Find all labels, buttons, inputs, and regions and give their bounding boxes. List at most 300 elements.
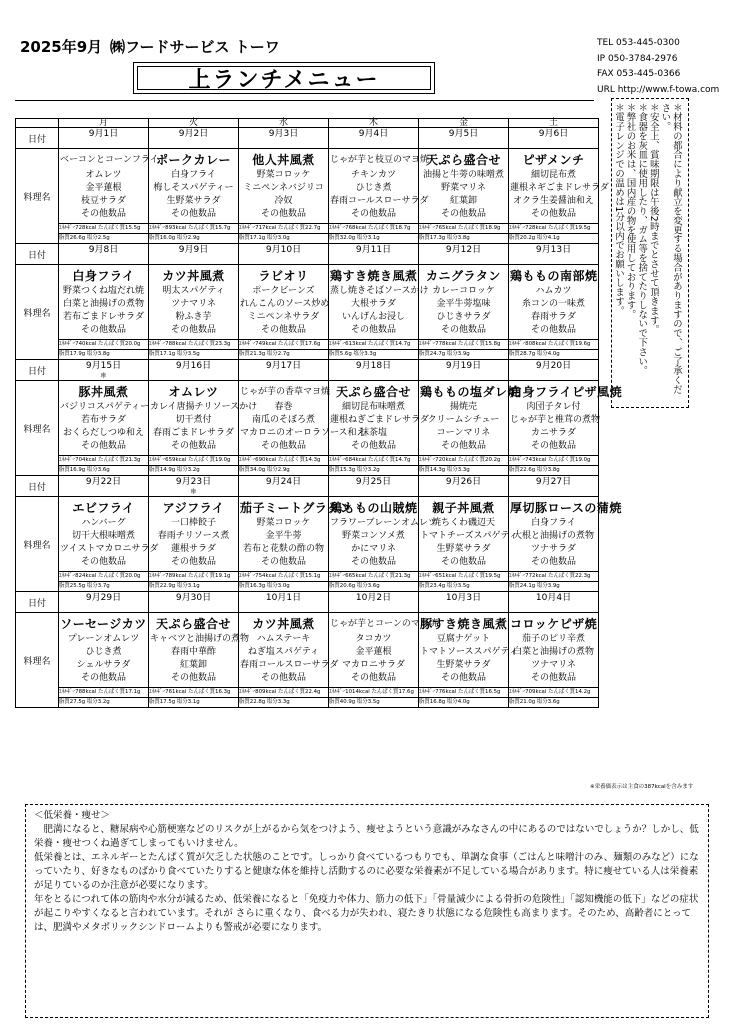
date-label: 日付 [16, 360, 59, 381]
side-dish: 春雨コールスローサラダ [330, 196, 429, 206]
side-dish: ひじき煮 [355, 183, 392, 193]
date-text: 9月3日 [268, 129, 299, 139]
date-cell [59, 244, 149, 265]
side-dish: 生野菜サラダ [436, 660, 491, 670]
date-text: 9月18日 [355, 361, 392, 371]
main-dish: カツ丼風煮 [252, 617, 315, 631]
date-text: 9月27日 [535, 477, 572, 487]
date-text: 9月30日 [175, 593, 212, 603]
main-dish: ソーセージカツ [60, 617, 147, 631]
menu-cell [239, 381, 366, 456]
nutrition-row [16, 224, 599, 234]
date-text: 10月1日 [265, 593, 302, 603]
fat-salt-cell: 脂質24.7g 塩分3.9g [419, 350, 509, 360]
side-dish: その他数品 [80, 441, 126, 451]
weekday-cell: 土 [509, 119, 599, 128]
side-dish: 春雨ごまドレサラダ [153, 428, 234, 438]
date-cell [149, 476, 239, 497]
nutrition-info-box [25, 804, 709, 1018]
fat-salt-cell: 脂質21.3g 塩分2.7g [239, 350, 329, 360]
side-dish: ツイストマカロニサラダ [60, 544, 159, 554]
side-dish: その他数品 [80, 673, 126, 683]
date-cell [419, 244, 509, 265]
side-dish: その他数品 [350, 673, 396, 683]
nutrition-cell: ｴﾈﾙｷﾞｰ754kcal たんぱく質15.1g [239, 572, 329, 582]
fat-salt-cell: 脂質40.9g 塩分3.5g [329, 698, 419, 708]
side-dish: その他数品 [440, 673, 486, 683]
note-item: ＊食器を灰皿に使用したり、ガム等を捨てたりしないで下さい。 [636, 103, 648, 376]
fat-salt-cell: 脂質14.3g 塩分3.3g [419, 466, 509, 476]
nutrition-footnote: ※栄養価表示は主食の387kcalを含みます [590, 784, 694, 790]
menu-cell [149, 613, 250, 688]
side-dish: 蓮根ネギごまドレサラダ [510, 183, 609, 193]
fat-salt-cell: 脂質16.3g 塩分3.0g [239, 582, 329, 592]
side-dish: 一口棒餃子 [170, 518, 216, 528]
info-heading: ＜低栄養・痩せ＞ [34, 810, 111, 821]
menu-cell [149, 265, 239, 340]
date-cell [509, 360, 599, 381]
date-text: 9月20日 [535, 361, 572, 371]
main-dish: 他人丼風煮 [252, 153, 315, 167]
side-dish: ひじき煮 [85, 647, 122, 657]
side-dish: ミニペンネサラダ [247, 312, 320, 322]
side-dish: 豆腐ナゲット [436, 634, 491, 644]
date-cell [59, 360, 149, 381]
main-dish: 鶏ももの南部焼 [510, 269, 598, 283]
nutrition-cell: ｴﾈﾙｷﾞｰ613kcal たんぱく質14.7g [329, 340, 419, 350]
date-label: 日付 [16, 128, 59, 149]
date-text: 9月25日 [355, 477, 392, 487]
side-dish: シェルサラダ [76, 660, 131, 670]
fat-salt-cell: 脂質17.1g 塩分3.5g [149, 350, 239, 360]
main-dish: 鶏ももの山賊焼 [330, 501, 418, 515]
fat-salt-cell: 脂質5.6g 塩分3.3g [329, 350, 419, 360]
main-dish: オムレツ [168, 385, 219, 399]
side-dish: 蓮根ねぎごまドレサラダ [330, 415, 429, 425]
date-text: 9月11日 [355, 245, 392, 255]
menu-cell [509, 265, 599, 340]
fat-salt-cell: 脂質20.6g 塩分3.6g [329, 582, 419, 592]
side-dish: その他数品 [80, 325, 126, 335]
side-dish: その他数品 [350, 441, 396, 451]
side-dish: ハムカツ [535, 286, 572, 296]
side-dish: その他数品 [80, 557, 126, 567]
date-text: 9月29日 [85, 593, 122, 603]
menu-row [16, 149, 599, 224]
side-dish: ツナマリネ [171, 299, 216, 309]
fat-salt-cell: 脂質20.2g 塩分4.1g [509, 234, 599, 244]
main-dish: カツ丼風煮 [162, 269, 225, 283]
side-dish: チキンカツ [351, 170, 396, 180]
menu-cell [329, 497, 438, 572]
date-cell [239, 476, 329, 497]
side-dish: 枝豆サラダ [81, 196, 126, 206]
nutrition-cell: ｴﾈﾙｷﾞｰ717kcal たんぱく質22.7g [239, 224, 329, 234]
main-dish: 厚切豚ロースの蒲焼 [510, 501, 622, 515]
side-dish: ミニペンネバジリコ [243, 183, 324, 193]
nutrition-cell: ｴﾈﾙｷﾞｰ709kcal たんぱく質14.2g [509, 688, 599, 698]
date-text: 10月4日 [535, 593, 572, 603]
fat-salt-row [16, 582, 599, 592]
side-dish: ポークビーンズ [252, 286, 315, 296]
side-dish: その他数品 [440, 209, 486, 219]
main-dish: 鶏ももの塩ダレ焼 [420, 385, 521, 399]
side-dish: 大根と油揚げの煮物 [512, 531, 594, 541]
fat-salt-cell: 脂質22.8g 塩分3.3g [239, 698, 329, 708]
note-item: ＊安全上、賞味期限は午後2時までとさせて頂きます。 [647, 103, 659, 335]
side-dish: 野菜コロッケ [256, 170, 311, 180]
side-dish: 揚焼売 [449, 402, 477, 412]
menu-cell [329, 265, 429, 340]
side-dish: その他数品 [350, 557, 396, 567]
main-dish: ベーコンとコーンフライ [60, 155, 159, 165]
menu-cell [419, 381, 521, 456]
menu-month: 2025年9月 [20, 38, 103, 56]
nutrition-cell: ｴﾈﾙｷﾞｰ690kcal たんぱく質14.3g [239, 456, 329, 466]
date-text: 9月19日 [445, 361, 482, 371]
main-dish: エビフライ [72, 501, 135, 515]
date-cell [239, 360, 329, 381]
side-dish: 明太スパゲティ [162, 286, 225, 296]
nutrition-cell: ｴﾈﾙｷﾞｰ743kcal たんぱく質19.0g [509, 456, 599, 466]
menu-cell [59, 381, 149, 456]
fat-salt-cell: 脂質17.3g 塩分3.8g [419, 234, 509, 244]
date-text: 9月12日 [445, 245, 482, 255]
nutrition-cell: ｴﾈﾙｷﾞｰ651kcal たんぱく質19.5g [419, 572, 509, 582]
nutrition-cell: ｴﾈﾙｷﾞｰ776kcal たんぱく質16.5g [419, 688, 509, 698]
main-dish: ピザメンチ [522, 153, 585, 167]
side-dish: 白菜と油揚げの煮物 [512, 647, 594, 657]
date-cell [149, 128, 239, 149]
fat-salt-cell: 脂質22.9g 塩分3.1g [149, 582, 239, 592]
note-item: ＊電子レンジでの温めは1分以内でお願いします。 [613, 103, 625, 316]
nutrition-cell: ｴﾈﾙｷﾞｰ740kcal たんぱく質20.0g [59, 340, 149, 350]
side-dish: その他数品 [170, 441, 216, 451]
side-dish: 抹茶塩 [359, 428, 387, 438]
fat-salt-cell: 脂質28.7g 塩分4.0g [509, 350, 599, 360]
side-dish: 金平蓮根 [85, 183, 122, 193]
menu-label: 料理名 [16, 149, 59, 244]
fat-salt-cell: 脂質32.0g 塩分3.1g [329, 234, 419, 244]
main-dish: 白身フライピザ風焼 [510, 385, 623, 399]
date-cell [509, 128, 599, 149]
menu-row [16, 265, 599, 340]
date-text: 9月8日 [88, 245, 119, 255]
date-text: 9月4日 [358, 129, 389, 139]
side-dish: その他数品 [530, 673, 576, 683]
side-dish: 糸コンの一味煮 [521, 299, 585, 309]
page-title-box [133, 62, 435, 94]
date-text: 9月17日 [265, 361, 302, 371]
nutrition-cell: ｴﾈﾙｷﾞｰ809kcal たんぱく質22.4g [239, 688, 329, 698]
side-dish: 生野菜サラダ [436, 544, 491, 554]
date-text: 9月26日 [445, 477, 482, 487]
nutrition-cell: ｴﾈﾙｷﾞｰ788kcal たんぱく質17.1g [59, 688, 149, 698]
menu-cell [329, 381, 429, 456]
date-text: 9月10日 [265, 245, 302, 255]
menu-cell [59, 613, 149, 688]
date-cell [329, 360, 419, 381]
fat-salt-cell: 脂質14.9g 塩分3.2g [149, 466, 239, 476]
side-dish: 大根サラダ [351, 299, 396, 309]
date-row [16, 244, 599, 265]
side-dish: ツナマリネ [531, 660, 576, 670]
side-dish: 梅しそスパゲティー [153, 183, 234, 193]
side-dish: じゃが芋と椎茸の煮物 [510, 415, 601, 425]
date-text: 9月9日 [178, 245, 209, 255]
date-cell [329, 244, 419, 265]
date-cell [59, 128, 149, 149]
fat-salt-cell: 脂質17.9g 塩分3.8g [59, 350, 149, 360]
fat-salt-cell: 脂質16.0g 塩分2.9g [149, 234, 239, 244]
fat-salt-cell: 脂質26.6g 塩分2.5g [59, 234, 149, 244]
side-dish: 若布サラダ [81, 415, 126, 425]
side-dish: キャベツと油揚げの煮物 [150, 634, 250, 644]
fat-salt-cell: 脂質17.5g 塩分3.1g [149, 698, 239, 708]
menu-cell [329, 149, 430, 224]
nutrition-cell: ｴﾈﾙｷﾞｰ665kcal たんぱく質21.3g [329, 572, 419, 582]
notes-box [611, 98, 689, 408]
menu-row [16, 381, 599, 456]
nutrition-row [16, 688, 599, 698]
side-dish: クリームシチュー [427, 415, 500, 425]
menu-cell [149, 381, 258, 456]
date-cell [59, 592, 149, 613]
side-dish: その他数品 [260, 325, 306, 335]
date-text: 9月13日 [535, 245, 572, 255]
fat-salt-cell: 脂質34.0g 塩分2.9g [239, 466, 329, 476]
date-cell [419, 128, 509, 149]
side-dish: その他数品 [260, 673, 306, 683]
date-text: 9月1日 [88, 129, 119, 139]
menu-cell [509, 497, 622, 572]
date-cell [149, 592, 239, 613]
weekday-cell: 月 [59, 119, 149, 128]
side-dish: コーンマリネ [436, 428, 491, 438]
main-dish: 天ぷら盛合せ [425, 153, 501, 167]
nutrition-cell: ｴﾈﾙｷﾞｰ659kcal たんぱく質19.0g [149, 456, 239, 466]
menu-cell [419, 497, 518, 572]
main-dish: じゃが芋の香草マヨ焼 [240, 387, 331, 397]
fat-salt-row [16, 698, 599, 708]
side-dish: タコカツ [355, 634, 392, 644]
fat-salt-row [16, 350, 599, 360]
date-cell [149, 244, 239, 265]
date-text: 9月16日 [175, 361, 212, 371]
fat-salt-cell: 脂質15.3g 塩分3.2g [329, 466, 419, 476]
side-dish: その他数品 [530, 557, 576, 567]
side-dish: 若布と花麩の酢の物 [242, 544, 324, 554]
date-cell [329, 592, 419, 613]
menu-label: 料理名 [16, 613, 59, 708]
main-dish: 茄子ミートグラタン [240, 501, 353, 515]
side-dish: ハムステーキ [256, 634, 311, 644]
side-dish: プレーンオムレツ [67, 634, 140, 644]
menu-cell [149, 497, 239, 572]
nutrition-cell: ｴﾈﾙｷﾞｰ765kcal たんぱく質18.9g [419, 224, 509, 234]
weekday-cell: 木 [329, 119, 419, 128]
menu-row [16, 613, 599, 688]
side-dish: マカロニのオーロラソース和え [240, 428, 366, 438]
side-dish: その他数品 [260, 209, 306, 219]
side-dish: 野菜コロッケ [256, 518, 311, 528]
main-dish: ラビオリ [258, 269, 309, 283]
menu-row [16, 497, 599, 572]
side-dish: オムレツ [85, 170, 122, 180]
side-dish: 南瓜のそぼろ煮 [251, 415, 315, 425]
side-dish: フラワーブレーンオムレツ [330, 518, 438, 528]
menu-label: 料理名 [16, 497, 59, 592]
side-dish: 白菜と油揚げの煮物 [62, 299, 144, 309]
nutrition-cell: ｴﾈﾙｷﾞｰ772kcal たんぱく質22.3g [509, 572, 599, 582]
side-dish: カレイ唐揚チリソースかけ [150, 402, 258, 412]
side-dish: 金平牛蒡塩味 [436, 299, 491, 309]
date-label: 日付 [16, 244, 59, 265]
date-text: 9月22日 [85, 477, 122, 487]
nutrition-row [16, 456, 599, 466]
side-dish: おくらだしつゆ和え [62, 428, 144, 438]
menu-cell [239, 497, 353, 572]
side-dish: 肉団子タレ付 [526, 402, 581, 412]
nutrition-cell: ｴﾈﾙｷﾞｰ778kcal たんぱく質15.8g [419, 340, 509, 350]
side-dish: 春雨コールスローサラダ [240, 660, 339, 670]
side-dish: その他数品 [170, 325, 216, 335]
nutrition-cell: ｴﾈﾙｷﾞｰ728kcal たんぱく質19.5g [509, 224, 599, 234]
side-dish: 白身フライ [531, 518, 576, 528]
side-dish: その他数品 [260, 441, 306, 451]
fat-salt-cell: 脂質25.5g 塩分3.7g [59, 582, 149, 592]
nutrition-cell: ｴﾈﾙｷﾞｰ768kcal たんぱく質18.7g [329, 224, 419, 234]
date-cell [509, 592, 599, 613]
side-dish: その他数品 [440, 325, 486, 335]
main-dish: 天ぷら盛合せ [335, 385, 411, 399]
menu-cell [419, 149, 509, 224]
date-text: 10月2日 [355, 593, 392, 603]
nutrition-cell: ｴﾈﾙｷﾞｰ808kcal たんぱく質19.6g [509, 340, 599, 350]
side-dish: その他数品 [350, 209, 396, 219]
main-dish: 豚すき焼き風煮 [420, 617, 508, 631]
menu-cell [509, 613, 599, 688]
contact-tel: TEL 053-445-0300 [597, 38, 680, 48]
main-dish: 豚丼風煮 [78, 385, 129, 399]
side-dish: 生野菜サラダ [166, 196, 221, 206]
nutrition-cell: ｴﾈﾙｷﾞｰ749kcal たんぱく質17.6g [239, 340, 329, 350]
date-cell [509, 476, 599, 497]
holiday-mark-icon: ❄ [100, 371, 107, 380]
note-item: ＊材料の都合により献立を変更する場合がありますので、ご了承ください。 [659, 103, 682, 395]
date-text: 9月15日 [85, 361, 122, 371]
notes-text [612, 103, 682, 403]
date-cell [329, 476, 419, 497]
side-dish: 切干大根味噌煮 [71, 531, 135, 541]
side-dish: 若布ごまドレサラダ [63, 312, 144, 322]
date-row [16, 360, 599, 381]
side-dish: ひじきサラダ [436, 312, 491, 322]
contact-ip: IP 050-3784-2976 [597, 53, 678, 64]
info-paragraph: 低栄養とは、エネルギーとたんぱく質が欠乏した状態のことです。しっかり食べているつもりでも、単調な食事（ごはんと味噌汁のみ、麺類のみなど）になっていたり、好きなものばかり食べていたりすると健康な体を維持し活動するのに必要な栄養素が不足している場合があります。特に痩せている人は栄養素が足りているのか注意が必要になります。 [34, 852, 699, 891]
weekday-cell: 火 [149, 119, 239, 128]
side-dish: 野菜コンソメ煮 [342, 531, 405, 541]
main-dish: アジフライ [162, 501, 225, 515]
date-cell [419, 476, 509, 497]
nutrition-cell: ｴﾈﾙｷﾞｰ761kcal たんぱく質16.3g [149, 688, 239, 698]
side-dish: 油揚と牛蒡の味噌煮 [422, 170, 504, 180]
main-dish: じゃが芋とコーンのマヨ焼 [330, 619, 438, 629]
side-dish: 細切昆布煮 [530, 170, 576, 180]
side-dish: トマトチーズスパゲティ [420, 531, 518, 541]
fat-salt-cell: 脂質24.1g 塩分3.9g [509, 582, 599, 592]
date-cell [239, 244, 329, 265]
menu-cell [239, 149, 329, 224]
contact-url[interactable]: URL http://www.f-towa.com [597, 84, 720, 95]
side-dish: 切干煮付 [175, 415, 212, 425]
side-dish: 蒸し焼きそばソースかけ [330, 286, 429, 296]
date-text: 9月23日 [175, 477, 212, 487]
date-cell [239, 592, 329, 613]
date-label: 日付 [16, 592, 59, 613]
fat-salt-cell: 脂質16.8g 塩分4.0g [419, 698, 509, 708]
menu-cell [149, 149, 239, 224]
contact-fax: FAX 053-445-0366 [597, 69, 681, 79]
side-dish: その他数品 [170, 673, 216, 683]
side-dish: その他数品 [530, 325, 576, 335]
nutrition-row [16, 572, 599, 582]
company-name: ㈱フードサービス トーワ [110, 38, 280, 56]
main-dish: 白身フライ [72, 269, 135, 283]
info-paragraph: 年をとるにつれて体の筋肉や水分が減るため、低栄養になると「免疫力や体力、筋力の低下」「骨量減少による骨折の危険性」「認知機能の低下」などの症状が起こりやすくなると言われています。それが さらに重くなり、食べる力が失われ、寝たきり状態になる危険性も高まります。そのため、高齢者にとっては、肥満やメタボリックシンドロームよりも警戒が必要になります。 [34, 894, 699, 933]
side-dish: その他数品 [80, 209, 126, 219]
date-text: 10月3日 [445, 593, 482, 603]
menu-cell [239, 265, 329, 340]
nutrition-cell: ｴﾈﾙｷﾞｰ684kcal たんぱく質14.7g [329, 456, 419, 466]
holiday-mark-icon: ❄ [190, 487, 197, 496]
menu-cell [59, 149, 159, 224]
date-cell [509, 244, 599, 265]
side-dish: 粉ふき芋 [175, 312, 212, 322]
nutrition-cell: ｴﾈﾙｷﾞｰ1014kcal たんぱく質17.6g [329, 688, 419, 698]
nutrition-cell: ｴﾈﾙｷﾞｰ789kcal たんぱく質19.1g [149, 572, 239, 582]
nutrition-cell: ｴﾈﾙｷﾞｰ788kcal たんぱく質23.3g [149, 340, 239, 350]
date-row [16, 128, 599, 149]
menu-cell [419, 613, 518, 688]
menu-cell [59, 265, 149, 340]
side-dish: 茄子のピリ辛煮 [521, 634, 585, 644]
side-dish: 春巻 [274, 402, 293, 412]
fat-salt-row [16, 466, 599, 476]
main-dish: 鶏すき焼き風煮 [330, 269, 418, 283]
title-divider [15, 100, 594, 101]
side-dish: 野菜マリネ [441, 183, 486, 193]
side-dish: バジリコスパゲティー [60, 402, 150, 412]
side-dish: 紅葉卸 [449, 196, 477, 206]
side-dish: 春雨中華酢 [170, 647, 216, 657]
main-dish: 親子丼風煮 [432, 501, 495, 515]
fat-salt-cell: 脂質17.1g 塩分3.0g [239, 234, 329, 244]
date-cell [59, 476, 149, 497]
menu-cell [239, 613, 339, 688]
contact-info [597, 36, 719, 98]
date-row [16, 476, 599, 497]
side-dish: その他数品 [530, 209, 576, 219]
side-dish: その他数品 [440, 557, 486, 567]
side-dish: いんげんお浸し [341, 312, 405, 322]
side-dish: ツナサラダ [531, 544, 576, 554]
weekday-corner [16, 119, 59, 128]
menu-cell [419, 265, 509, 340]
side-dish: トマトソーススパゲティ [420, 647, 518, 657]
menu-label: 料理名 [16, 381, 59, 476]
side-dish: れんこんのソース炒め [240, 299, 330, 309]
